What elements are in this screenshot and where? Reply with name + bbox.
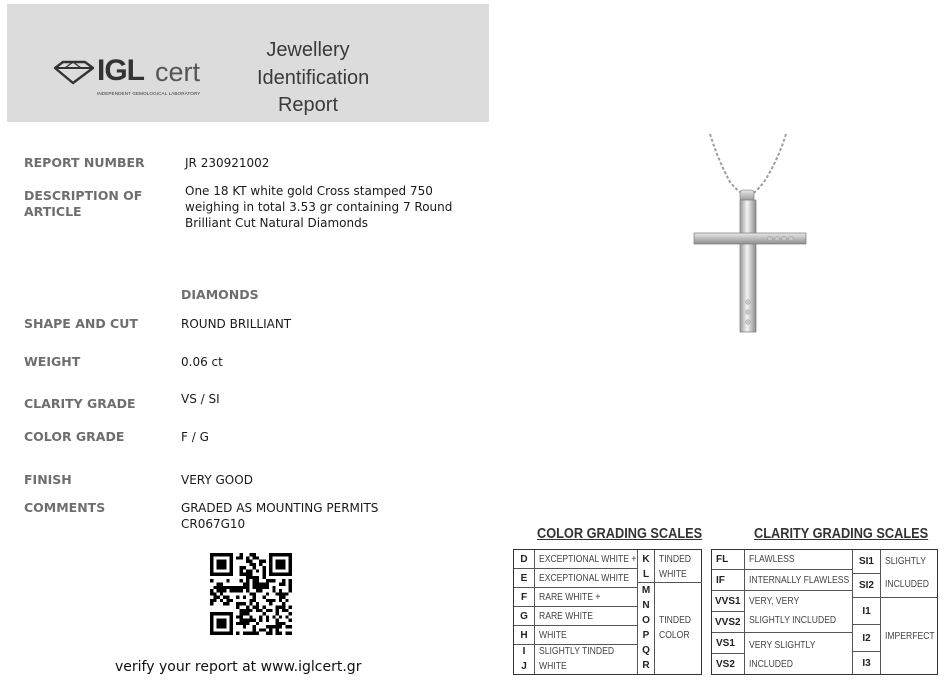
color-letter: E: [520, 572, 528, 584]
diamonds-heading: DIAMONDS: [181, 287, 259, 302]
description-label: [24, 188, 142, 220]
title-line: Jewellery: [266, 39, 350, 61]
clarity-code-right: I3: [862, 657, 871, 669]
color-letter: I: [522, 646, 526, 657]
description-label-line: ARTICLE: [24, 204, 82, 219]
logo-brand-bold: IGL: [97, 54, 144, 87]
clarity-desc: SLIGHTLY INCLUDED: [749, 614, 837, 626]
color-value: F / G: [181, 430, 209, 444]
clarity-code: VVS1: [715, 595, 741, 607]
color-desc: RARE WHITE: [539, 610, 593, 622]
title-line: Report: [277, 94, 339, 116]
report-header: [7, 4, 489, 122]
clarity-value: VS / SI: [181, 392, 220, 406]
iglcert-logo: [51, 56, 221, 100]
color-letter: J: [521, 661, 527, 672]
clarity-code: VVS2: [715, 616, 741, 628]
logo-brand-light: cert: [155, 57, 201, 87]
color-letter: F: [520, 591, 528, 603]
tinted-white-line: WHITE: [659, 568, 687, 580]
finish-value: VERY GOOD: [181, 473, 253, 487]
report-title: [257, 37, 370, 120]
clarity-desc: INTERNALLY FLAWLESS: [749, 574, 850, 586]
color-letter: G: [520, 610, 528, 622]
weight-label: WEIGHT: [24, 354, 81, 369]
clarity-scale-title: CLARITY GRADING SCALES: [754, 526, 929, 542]
verify-text: verify your report at www.iglcert.gr: [115, 659, 362, 675]
clarity-desc: INCLUDED: [749, 659, 793, 670]
clarity-code-right: SI2: [858, 580, 874, 591]
color-letter-right: M: [641, 585, 651, 596]
color-label: COLOR GRADE: [24, 429, 125, 444]
color-scale-title: COLOR GRADING SCALES: [537, 526, 703, 542]
color-letter: H: [520, 629, 528, 641]
report-number-value: JR 230921002: [185, 156, 270, 170]
clarity-code-right: I2: [862, 632, 871, 644]
qr-code-icon[interactable]: [210, 553, 292, 635]
description-line: Brilliant Cut Natural Diamonds: [185, 216, 368, 230]
report-number-label: REPORT NUMBER: [24, 155, 145, 170]
color-letter-right: R: [642, 660, 650, 671]
cross-pendant-image: [690, 130, 810, 340]
description-label-line: DESCRIPTION OF: [24, 188, 143, 203]
color-letter-right: O: [642, 615, 650, 626]
clarity-code-right: I1: [862, 605, 871, 617]
color-desc: WHITE: [539, 629, 567, 641]
tinted-color-line: TINDED: [659, 615, 692, 626]
color-desc: SLIGHTLY TINDED: [539, 646, 615, 657]
color-grading-table: [513, 549, 702, 675]
imperfect-label: IMPERFECT: [885, 630, 935, 642]
color-letter-right: K: [642, 553, 650, 565]
clarity-desc: FLAWLESS: [749, 554, 795, 565]
tinted-color-line: COLOR: [659, 630, 690, 641]
comments-line: GRADED AS MOUNTING PERMITS: [181, 501, 379, 515]
color-letter-right: N: [642, 600, 650, 611]
comments-line: CR067G10: [181, 517, 246, 531]
clarity-code: IF: [716, 574, 725, 586]
color-letter: D: [520, 553, 528, 565]
logo-subline: INDEPENDENT GEMOLOGICAL LABORATORY: [97, 91, 201, 96]
diamond-outline-icon: [51, 59, 95, 85]
description-line: One 18 KT white gold Cross stamped 750: [185, 184, 433, 198]
comments-value: [181, 500, 378, 532]
tinted-white-line: TINDED: [659, 553, 692, 565]
color-letter-right: P: [642, 630, 650, 641]
color-desc: EXCEPTIONAL WHITE +: [539, 553, 637, 565]
clarity-code: VS2: [716, 658, 735, 670]
shape-label: SHAPE AND CUT: [24, 316, 138, 331]
clarity-code: VS1: [716, 637, 735, 649]
color-letter-right: L: [642, 568, 650, 580]
shape-value: ROUND BRILLIANT: [181, 317, 292, 331]
clarity-code: FL: [716, 554, 729, 565]
description-line: weighing in total 3.53 gr containing 7 Round: [185, 200, 453, 214]
clarity-label: CLARITY GRADE: [24, 396, 136, 411]
color-desc: WHITE: [539, 661, 567, 672]
weight-value: 0.06 ct: [181, 355, 223, 369]
clarity-desc: VERY SLIGHTLY: [749, 639, 816, 651]
slightly-included-line: INCLUDED: [885, 578, 929, 590]
clarity-desc: VERY, VERY: [749, 595, 800, 607]
comments-label: COMMENTS: [24, 500, 106, 515]
title-line: Identification: [257, 66, 370, 89]
color-letter-right: Q: [642, 645, 650, 656]
description-value: [185, 183, 452, 231]
clarity-grading-table: [711, 549, 938, 675]
finish-label: FINISH: [24, 472, 72, 487]
clarity-code-right: SI1: [858, 556, 874, 567]
color-desc: EXCEPTIONAL WHITE: [539, 572, 630, 584]
slightly-included-line: SLIGHTLY: [885, 555, 926, 567]
color-desc: RARE WHITE +: [539, 591, 601, 603]
